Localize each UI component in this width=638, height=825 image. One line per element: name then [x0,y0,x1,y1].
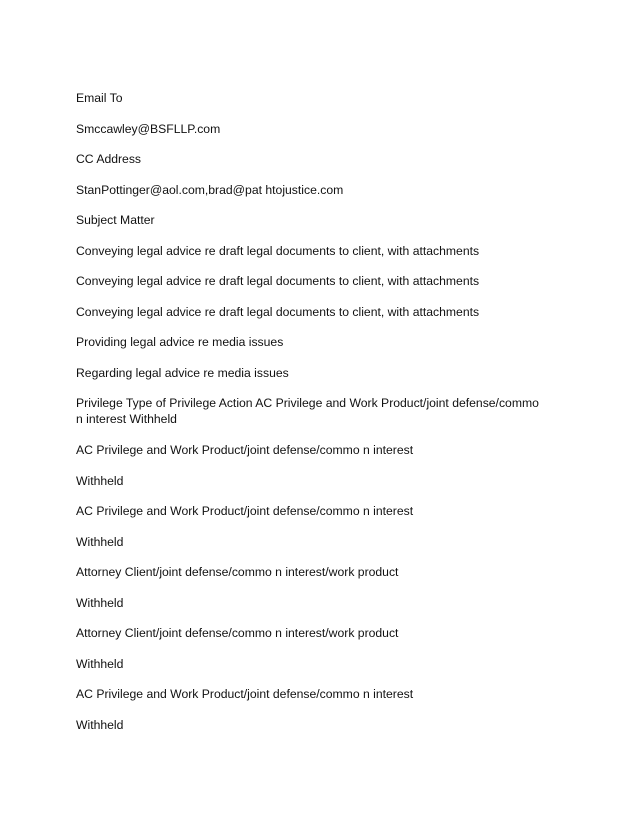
privilege-type-line: AC Privilege and Work Product/joint defense/commo n interest [76,687,414,701]
privilege-header-line: Privilege Type of Privilege Action AC Privilege and Work Product/joint defense/commo n interest Withheld [76,396,539,426]
subject-line: Conveying legal advice re draft legal documents to client, with attachments [76,304,480,319]
subject-line: Providing legal advice re media issues [76,335,284,349]
subject-line: Conveying legal advice re draft legal documents to client, with attachments [76,243,480,258]
privilege-action-line: Withheld [76,595,124,610]
label-cc-address: CC Address [76,152,142,166]
subject-line: Regarding legal advice re media issues [76,365,289,380]
privilege-type-line: AC Privilege and Work Product/joint defense/commo n interest [76,504,414,518]
privilege-type-line: Attorney Client/joint defense/commo n interest/work product [76,565,399,579]
label-email-to: Email To [76,91,123,105]
privilege-action-line: Withheld [76,473,124,488]
privilege-action-line: Withheld [76,656,124,671]
email-to-value: Smccawley@BSFLLP.com [76,121,221,136]
subject-line: Conveying legal advice re draft legal documents to client, with attachments [76,274,480,288]
privilege-action-line: Withheld [76,717,124,732]
document-body [76,90,546,747]
cc-address-value: StanPottinger@aol.com,brad@pat htojustice.com [76,182,344,197]
privilege-type-line: AC Privilege and Work Product/joint defense/commo n interest [76,443,414,457]
label-subject-matter: Subject Matter [76,213,155,227]
privilege-type-line: Attorney Client/joint defense/commo n interest/work product [76,626,399,640]
privilege-action-line: Withheld [76,534,124,549]
